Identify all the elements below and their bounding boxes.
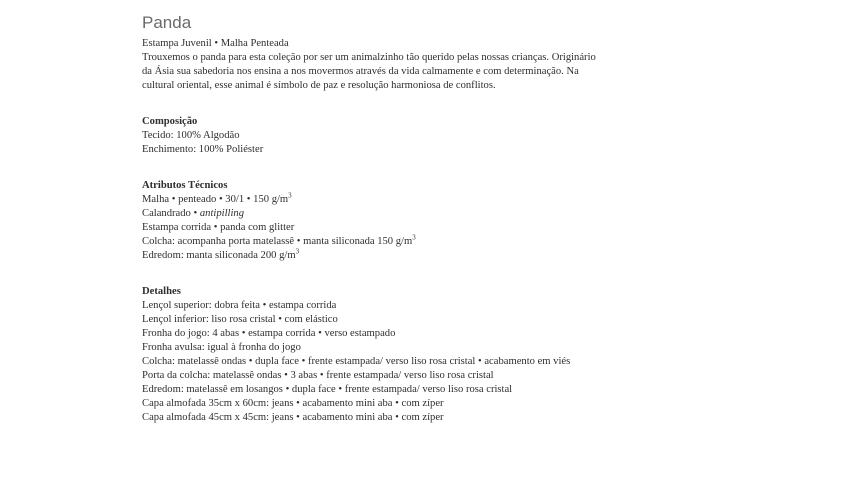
attribute-calandrado [142,207,602,221]
detail-line: Lençol inferior: liso rosa cristal • com elástico [142,314,338,325]
details-section [142,285,602,425]
technical-attributes-heading: Atributos Técnicos [142,180,228,191]
composition-line: Tecido: 100% Algodão [142,130,240,141]
superscript-cubed: 3 [288,191,292,200]
attribute-malha-text: Malha • penteado • 30/1 • 150 g/m [142,194,289,205]
product-title: Panda [142,13,192,32]
superscript-cubed: 3 [295,247,300,256]
detail-line: Fronha avulsa: igual à fronha do jogo [142,342,301,353]
attribute-edredom-text: Edredom: manta siliconada 200 g/m [142,250,296,261]
attribute-malha [142,193,602,207]
detail-line: Capa almofada 35cm x 60cm: jeans • acabamento mini aba • com zíper [142,398,444,409]
detail-line: Colcha: matelassê ondas • dupla face • frente estampada/ verso liso rosa cristal • acabamento em viés [142,356,571,367]
attribute-antipilling: antipilling [199,208,244,219]
attribute-colcha [142,235,602,249]
product-intro-text: Trouxemos o panda para esta coleção por ser um animalzinho tão querido pelas nossas crianças. Originário da Ásia sua sabedoria nos ensina a nos movermos através da vida calmamente e com determinação. Na cultural oriental, esse animal é símbolo de paz e resolução harmoniosa de conflitos. [142,52,596,91]
detail-line: Fronha do jogo: 4 abas • estampa corrida • verso estampado [142,328,396,339]
detail-line: Capa almofada 45cm x 45cm: jeans • acabamento mini aba • com zíper [142,412,444,423]
superscript-cubed: 3 [412,233,416,242]
attribute-colcha-text: Colcha: acompanha porta matelassê • manta siliconada 150 g/m [142,236,413,247]
product-description [142,12,602,425]
detail-line: Porta da colcha: matelassê ondas • 3 abas • frente estampada/ verso liso rosa cristal [142,370,494,381]
detail-line: Edredom: matelassê em losangos • dupla face • frente estampada/ verso liso rosa cristal [142,384,513,395]
attribute-calandrado-text: Calandrado • [142,208,200,219]
composition-section [142,115,602,157]
product-subtitle: Estampa Juvenil • Malha Penteada [142,38,289,49]
attribute-estampa: Estampa corrida • panda com glitter [142,222,295,233]
composition-heading: Composição [142,116,198,127]
details-heading: Detalhes [142,286,181,297]
detail-line: Lençol superior: dobra feita • estampa corrida [142,300,337,311]
attribute-edredom [142,249,602,263]
technical-attributes-section [142,179,602,263]
composition-line: Enchimento: 100% Poliéster [142,144,264,155]
